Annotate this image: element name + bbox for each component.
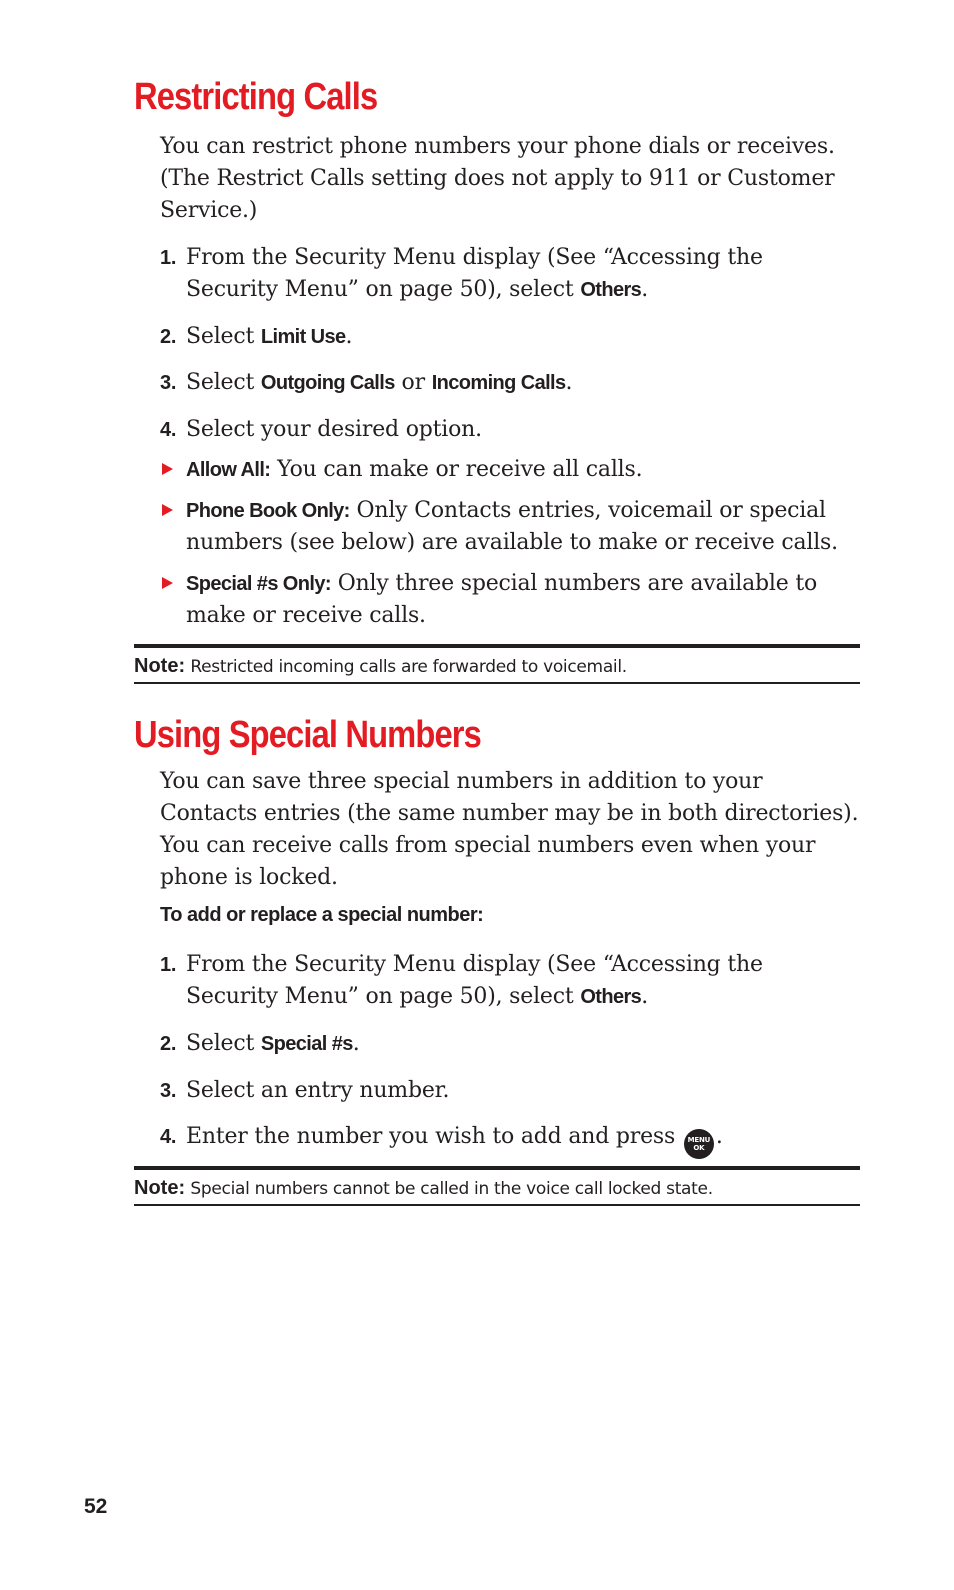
page-number: 52 xyxy=(84,1495,108,1518)
restrict-step-2 xyxy=(160,321,860,353)
step-text: Select an entry number. xyxy=(186,1078,450,1103)
restrict-step-4 xyxy=(160,414,860,446)
note-text: Special numbers cannot be called in the voice call locked state. xyxy=(190,1179,713,1199)
step-text xyxy=(186,242,860,306)
key-label-ok: OK xyxy=(693,1144,705,1152)
step-number: 4. xyxy=(160,419,177,441)
triangle-bullet-icon xyxy=(162,463,173,475)
step-text xyxy=(186,1028,860,1060)
option-label: Phone Book Only: xyxy=(186,500,350,522)
special-step-4 xyxy=(160,1121,860,1159)
step-text xyxy=(186,367,860,399)
menu-ok-key-icon xyxy=(684,1129,714,1159)
triangle-bullet-icon xyxy=(162,504,173,516)
step-text-part: Enter the number you wish to add and press xyxy=(186,1124,682,1149)
step-text-part: Select xyxy=(186,324,261,349)
step-text xyxy=(186,1121,860,1159)
menu-option-special-numbers: Special #s xyxy=(260,1033,353,1055)
note-label: Note: xyxy=(134,655,186,677)
note-text: Restricted incoming calls are forwarded to voicemail. xyxy=(190,657,627,677)
option-text xyxy=(186,454,860,486)
section-title-using-special-numbers: Using Special Numbers xyxy=(134,714,481,756)
step-number: 1. xyxy=(160,247,177,269)
restrict-step-3 xyxy=(160,367,860,399)
step-text-part: From the Security Menu display (See “Accessing the Security Menu” on page 50), select xyxy=(186,245,763,302)
step-number: 3. xyxy=(160,1080,177,1102)
step-number: 4. xyxy=(160,1126,177,1148)
step-text xyxy=(186,949,860,1013)
step-text-end: . xyxy=(565,370,573,395)
option-allow-all xyxy=(160,454,860,486)
step-text-end: . xyxy=(715,1124,723,1149)
procedure-heading: To add or replace a special number: xyxy=(160,904,484,926)
special-step-1 xyxy=(160,949,860,1013)
special-numbers-intro: You can save three special numbers in addition to your Contacts entries (the same number may be in both directories). You can receive calls from special numbers even when your phone is locked. xyxy=(160,769,859,890)
step-text: Select your desired option. xyxy=(186,417,482,442)
step-text-end: . xyxy=(641,277,648,302)
option-description: You can make or receive all calls. xyxy=(270,457,643,482)
step-text-part: Select xyxy=(186,370,261,395)
step-text xyxy=(186,321,860,353)
section-title-restricting-calls: Restricting Calls xyxy=(134,76,378,118)
option-label: Allow All: xyxy=(186,459,271,481)
special-step-2 xyxy=(160,1028,860,1060)
step-text-end: . xyxy=(345,324,353,349)
menu-option-incoming-calls: Incoming Calls xyxy=(431,372,566,394)
note-special-numbers xyxy=(134,1166,860,1206)
special-step-3 xyxy=(160,1075,860,1107)
step-number: 3. xyxy=(160,372,177,394)
step-number: 2. xyxy=(160,326,177,348)
menu-option-outgoing-calls: Outgoing Calls xyxy=(260,372,395,394)
restrict-step-1 xyxy=(160,242,860,306)
menu-option-others: Others xyxy=(580,279,642,301)
step-text-part: or xyxy=(394,370,432,395)
note-label: Note: xyxy=(134,1177,186,1199)
option-phone-book-only xyxy=(160,495,860,559)
option-special-only xyxy=(160,568,860,632)
step-text-end: . xyxy=(641,984,648,1009)
note-restricted-calls xyxy=(134,644,860,684)
option-description: Only three special numbers are available to make or receive calls. xyxy=(186,571,818,628)
triangle-bullet-icon xyxy=(162,577,173,589)
step-text-part: From the Security Menu display (See “Accessing the Security Menu” on page 50), select xyxy=(186,952,763,1009)
step-number: 1. xyxy=(160,954,177,976)
key-label-menu: MENU xyxy=(687,1136,711,1144)
option-text xyxy=(186,568,860,632)
option-label: Special #s Only: xyxy=(186,573,331,595)
restricting-intro: You can restrict phone numbers your phone dials or receives. (The Restrict Calls setting does not apply to 911 or Customer Service.) xyxy=(160,134,835,223)
menu-option-others: Others xyxy=(580,986,642,1008)
step-text-part: Select xyxy=(186,1031,261,1056)
step-text-end: . xyxy=(352,1031,360,1056)
option-description: Only Contacts entries, voicemail or special numbers (see below) are available to make or receive calls. xyxy=(186,498,838,555)
option-text xyxy=(186,495,860,559)
step-number: 2. xyxy=(160,1033,177,1055)
menu-option-limit-use: Limit Use xyxy=(260,326,346,348)
